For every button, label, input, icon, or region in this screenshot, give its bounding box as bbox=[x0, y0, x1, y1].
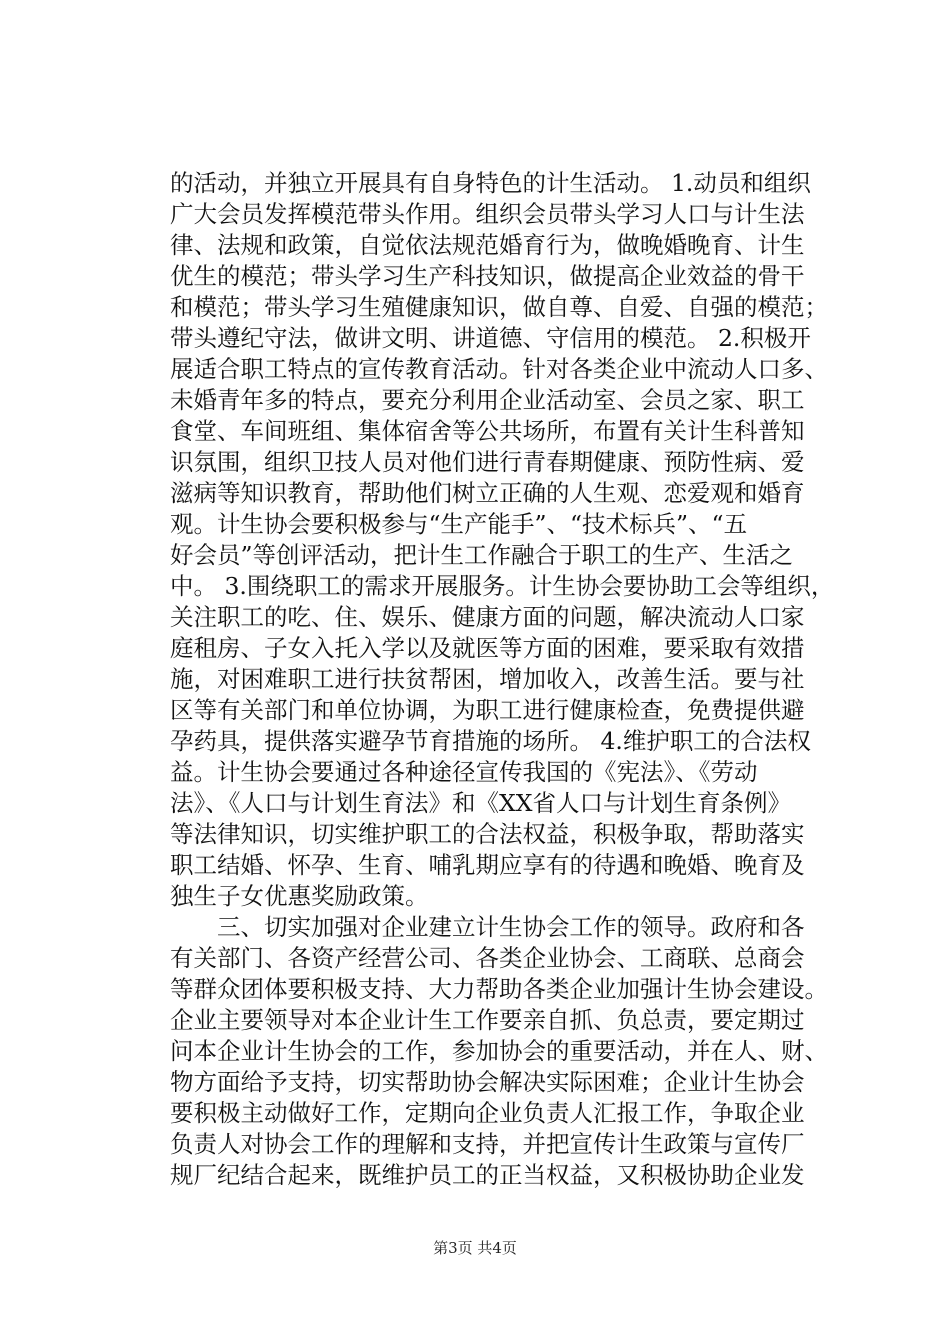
text-line: 未婚青年多的特点，要充分利用企业活动室、会员之家、职工 bbox=[170, 386, 805, 414]
text-line: 企业主要领导对本企业计生工作要亲自抓、负总责，要定期过 bbox=[170, 1006, 805, 1034]
text-line: 庭租房、子女入托入学以及就医等方面的困难，要采取有效措 bbox=[170, 634, 805, 662]
text-line: 食堂、车间班组、集体宿舍等公共场所，布置有关计生科普知 bbox=[170, 417, 805, 445]
text-line: 中。 3.围绕职工的需求开展服务。计生协会要协助工会等组织， bbox=[170, 572, 835, 600]
text-line: 观。计生协会要积极参与“生产能手”、“技术标兵”、“五 bbox=[170, 510, 748, 538]
text-line: 律、法规和政策，自觉依法规范婚育行为，做晚婚晚育、计生 bbox=[170, 231, 805, 259]
text-line: 区等有关部门和单位协调，为职工进行健康检查，免费提供避 bbox=[170, 696, 805, 724]
text-line: 的活动，并独立开展具有自身特色的计生活动。 1.动员和组织 bbox=[170, 169, 811, 197]
text-line: 要积极主动做好工作，定期向企业负责人汇报工作，争取企业 bbox=[170, 1099, 805, 1127]
text-line: 带头遵纪守法，做讲文明、讲道德、守信用的模范。 2.积极开 bbox=[170, 324, 811, 352]
text-line: 关注职工的吃、住、娱乐、健康方面的问题，解决流动人口家 bbox=[170, 603, 805, 631]
section-heading-line: 三、切实加强对企业建立计生协会工作的领导。政府和各 bbox=[217, 913, 805, 941]
text-line: 和模范；带头学习生殖健康知识，做自尊、自爱、自强的模范； bbox=[170, 293, 828, 321]
text-line: 独生子女优惠奖励政策。 bbox=[170, 882, 429, 910]
text-line: 物方面给予支持，切实帮助协会解决实际困难；企业计生协会 bbox=[170, 1068, 805, 1096]
text-line: 孕药具，提供落实避孕节育措施的场所。 4.维护职工的合法权 bbox=[170, 727, 811, 755]
text-line: 负责人对协会工作的理解和支持，并把宣传计生政策与宣传厂 bbox=[170, 1130, 805, 1158]
text-line: 等法律知识，切实维护职工的合法权益，积极争取，帮助落实 bbox=[170, 820, 805, 848]
text-line: 职工结婚、怀孕、生育、哺乳期应享有的待遇和晚婚、晚育及 bbox=[170, 851, 805, 879]
text-line: 展适合职工特点的宣传教育活动。针对各类企业中流动人口多、 bbox=[170, 355, 828, 383]
text-line: 规厂纪结合起来，既维护员工的正当权益，又积极协助企业发 bbox=[170, 1161, 805, 1189]
text-line: 好会员”等创评活动，把计生工作融合于职工的生产、生活之 bbox=[170, 541, 794, 569]
text-line: 法》、《人口与计划生育法》和《XX省人口与计划生育条例》 bbox=[170, 789, 791, 817]
text-line: 广大会员发挥模范带头作用。组织会员带头学习人口与计生法 bbox=[170, 200, 805, 228]
text-line: 有关部门、各资产经营公司、各类企业协会、工商联、总商会 bbox=[170, 944, 805, 972]
body-text bbox=[170, 168, 860, 1191]
text-line: 识氛围，组织卫技人员对他们进行青春期健康、预防性病、爱 bbox=[170, 448, 805, 476]
text-line: 问本企业计生协会的工作，参加协会的重要活动，并在人、财、 bbox=[170, 1037, 828, 1065]
text-line: 等群众团体要积极支持、大力帮助各类企业加强计生协会建设。 bbox=[170, 975, 828, 1003]
text-line: 优生的模范；带头学习生产科技知识，做提高企业效益的骨干 bbox=[170, 262, 805, 290]
text-line: 施，对困难职工进行扶贫帮困，增加收入，改善生活。要与社 bbox=[170, 665, 805, 693]
text-line: 益。计生协会要通过各种途径宣传我国的《宪法》、《劳动 bbox=[170, 758, 758, 786]
text-line: 滋病等知识教育，帮助他们树立正确的人生观、恋爱观和婚育 bbox=[170, 479, 805, 507]
page-number-footer: 第3页 共4页 bbox=[433, 1239, 517, 1257]
